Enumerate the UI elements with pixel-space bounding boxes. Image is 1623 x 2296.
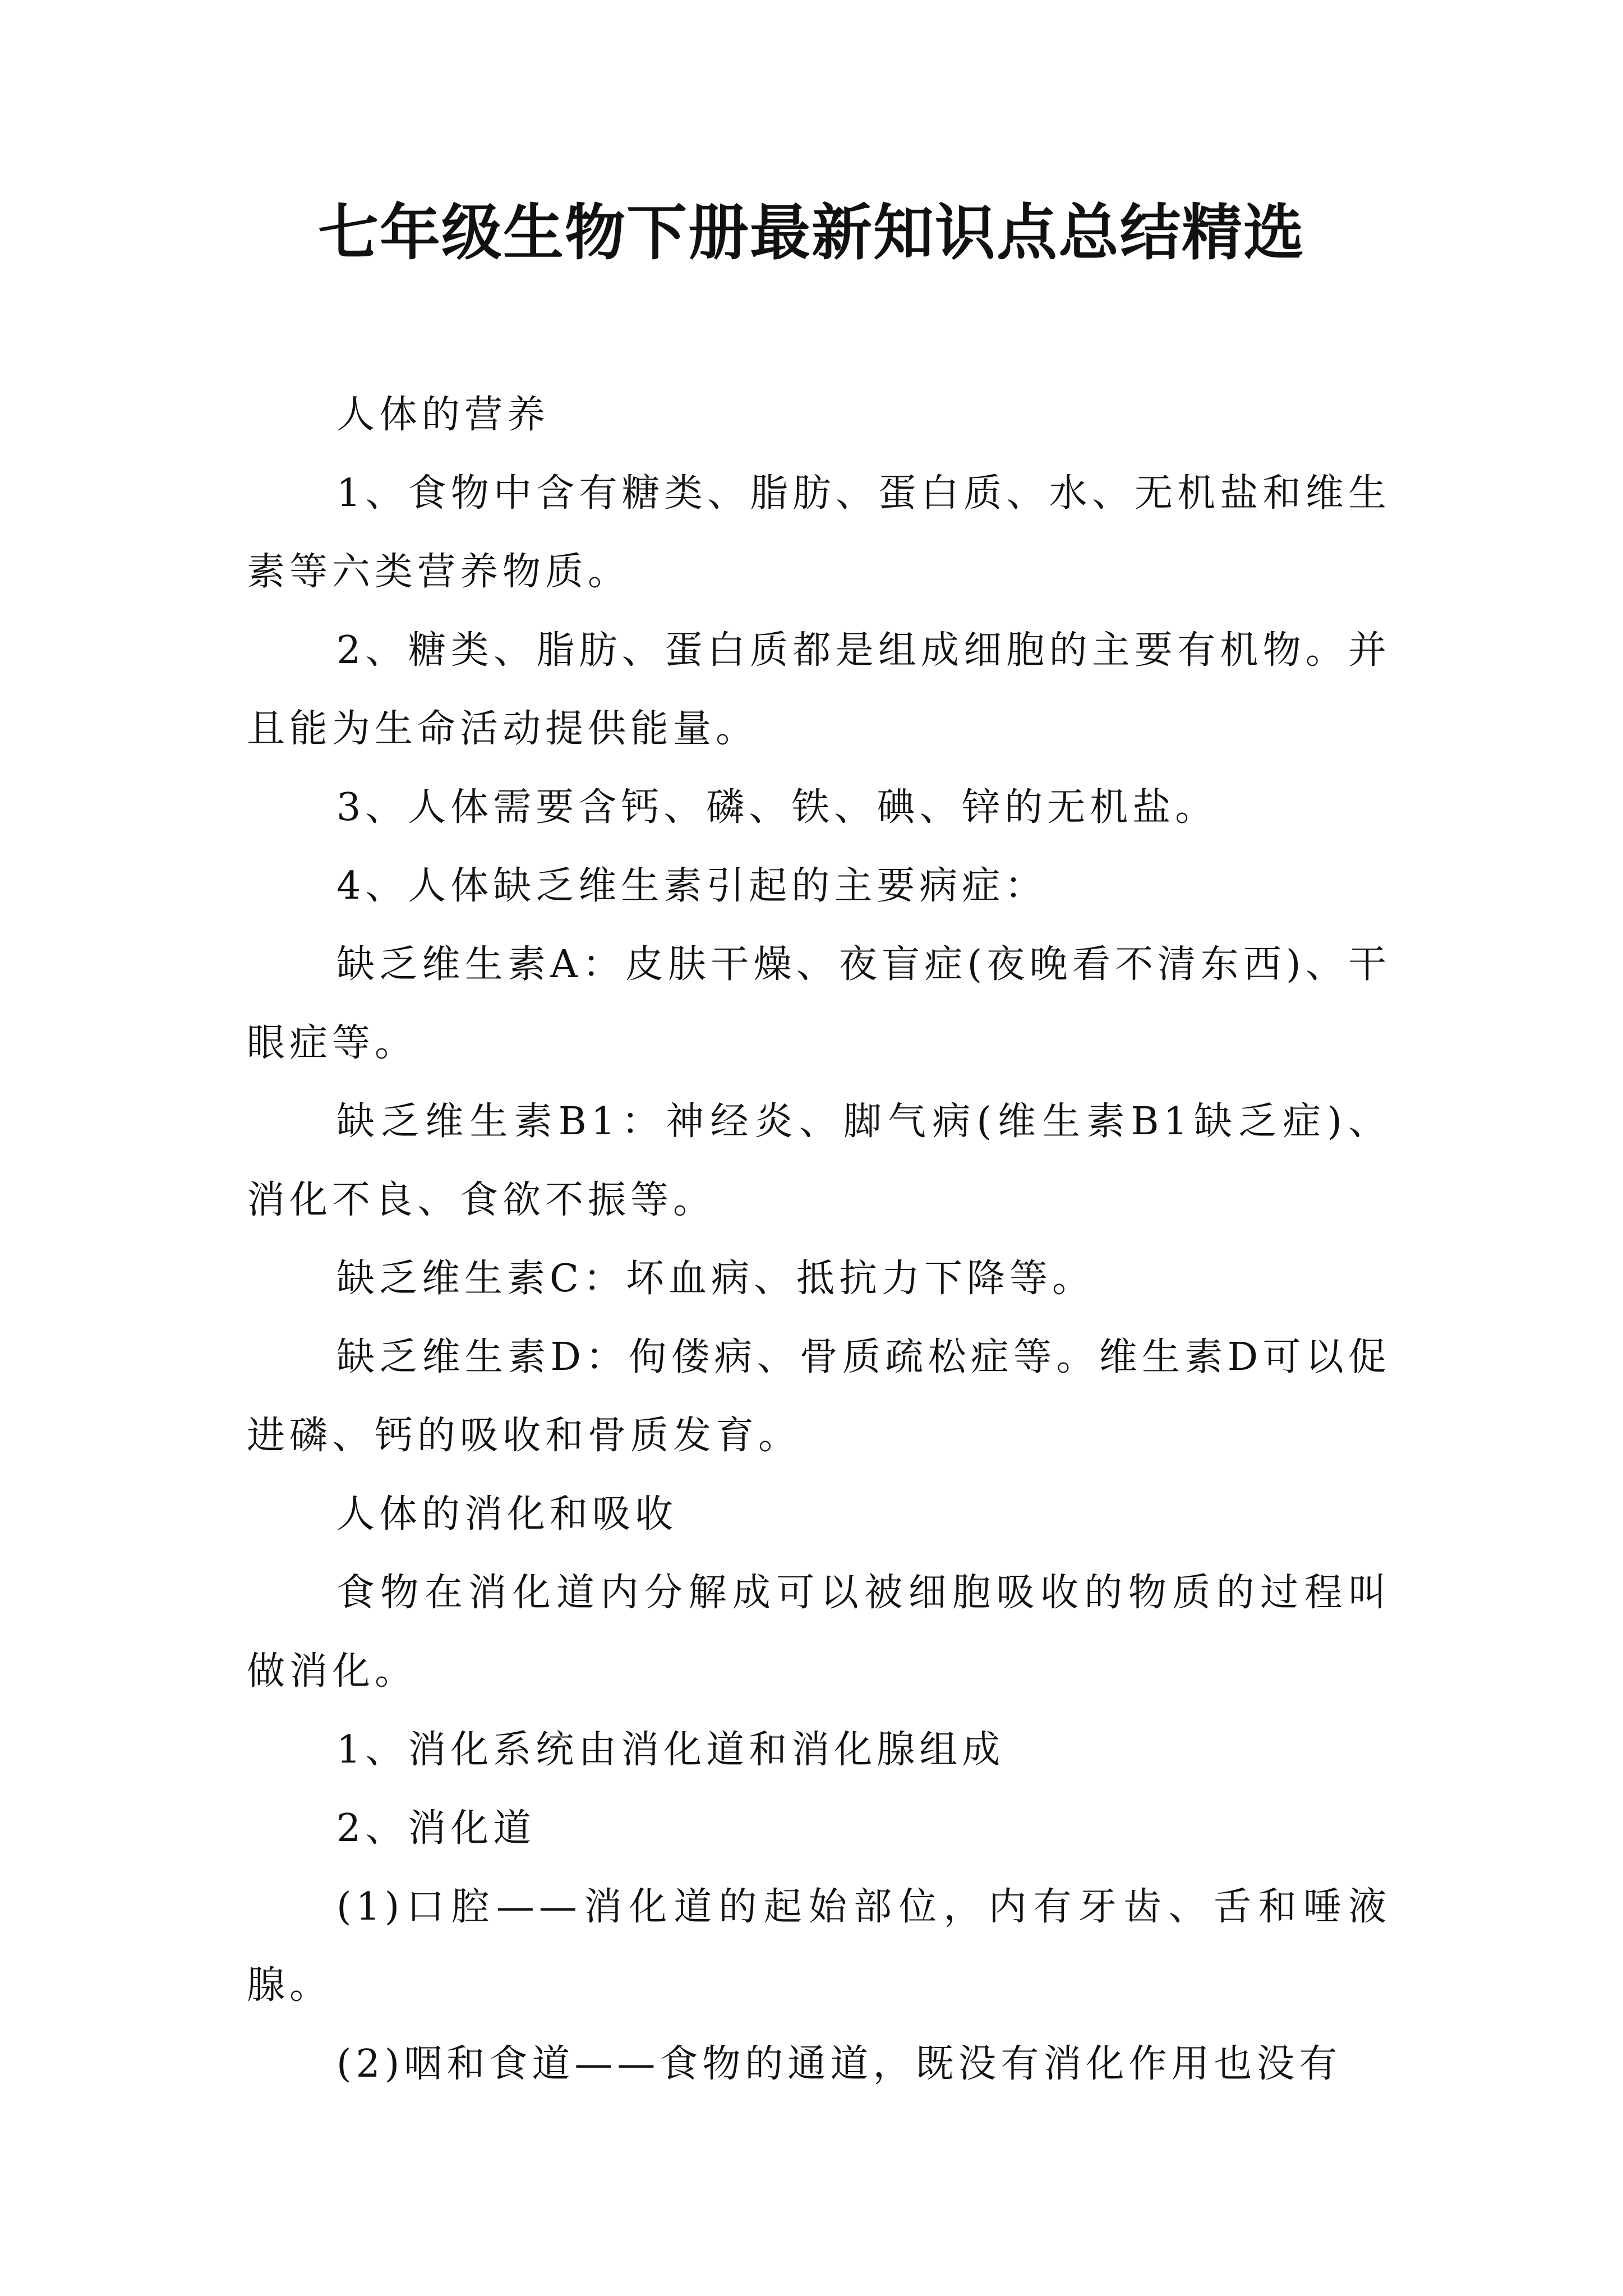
section-heading-nutrition: 人体的营养 (336, 393, 550, 437)
paragraph: (2)咽和食道——食物的通道，既没有消化作用也没有 (336, 2042, 1342, 2086)
paragraph: 2、消化道 (336, 1806, 536, 1851)
paragraph: 缺乏维生素D：佝偻病、骨质疏松症等。维生素D可以促进磷、钙的吸收和骨质发育。 (247, 1335, 1391, 1458)
paragraph: 2、糖类、脂肪、蛋白质都是组成细胞的主要有机物。并且能为生命活动提供能量。 (247, 628, 1391, 751)
paragraph: (1)口腔——消化道的起始部位，内有牙齿、舌和唾液腺。 (247, 1885, 1391, 2008)
paragraph: 食物在消化道内分解成可以被细胞吸收的物质的过程叫做消化。 (247, 1571, 1391, 1694)
paragraph: 1、食物中含有糖类、脂肪、蛋白质、水、无机盐和维生素等六类营养物质。 (247, 471, 1391, 594)
paragraph: 1、消化系统由消化道和消化腺组成 (336, 1728, 1005, 1772)
paragraph: 缺乏维生素C：坏血病、抵抗力下降等。 (336, 1257, 1095, 1301)
section-heading-digestion: 人体的消化和吸收 (336, 1492, 678, 1536)
document-title: 七年级生物下册最新知识点总结精选 (317, 197, 1305, 268)
paragraph: 缺乏维生素B1：神经炎、脚气病(维生素B1缺乏症)、消化不良、食欲不振等。 (247, 1099, 1391, 1222)
paragraph: 缺乏维生素A：皮肤干燥、夜盲症(夜晚看不清东西)、干眼症等。 (247, 942, 1391, 1065)
document-body (247, 376, 1391, 2104)
paragraph: 3、人体需要含钙、磷、铁、碘、锌的无机盐。 (336, 785, 1218, 830)
paragraph: 4、人体缺乏维生素引起的主要病症： (336, 864, 1048, 908)
